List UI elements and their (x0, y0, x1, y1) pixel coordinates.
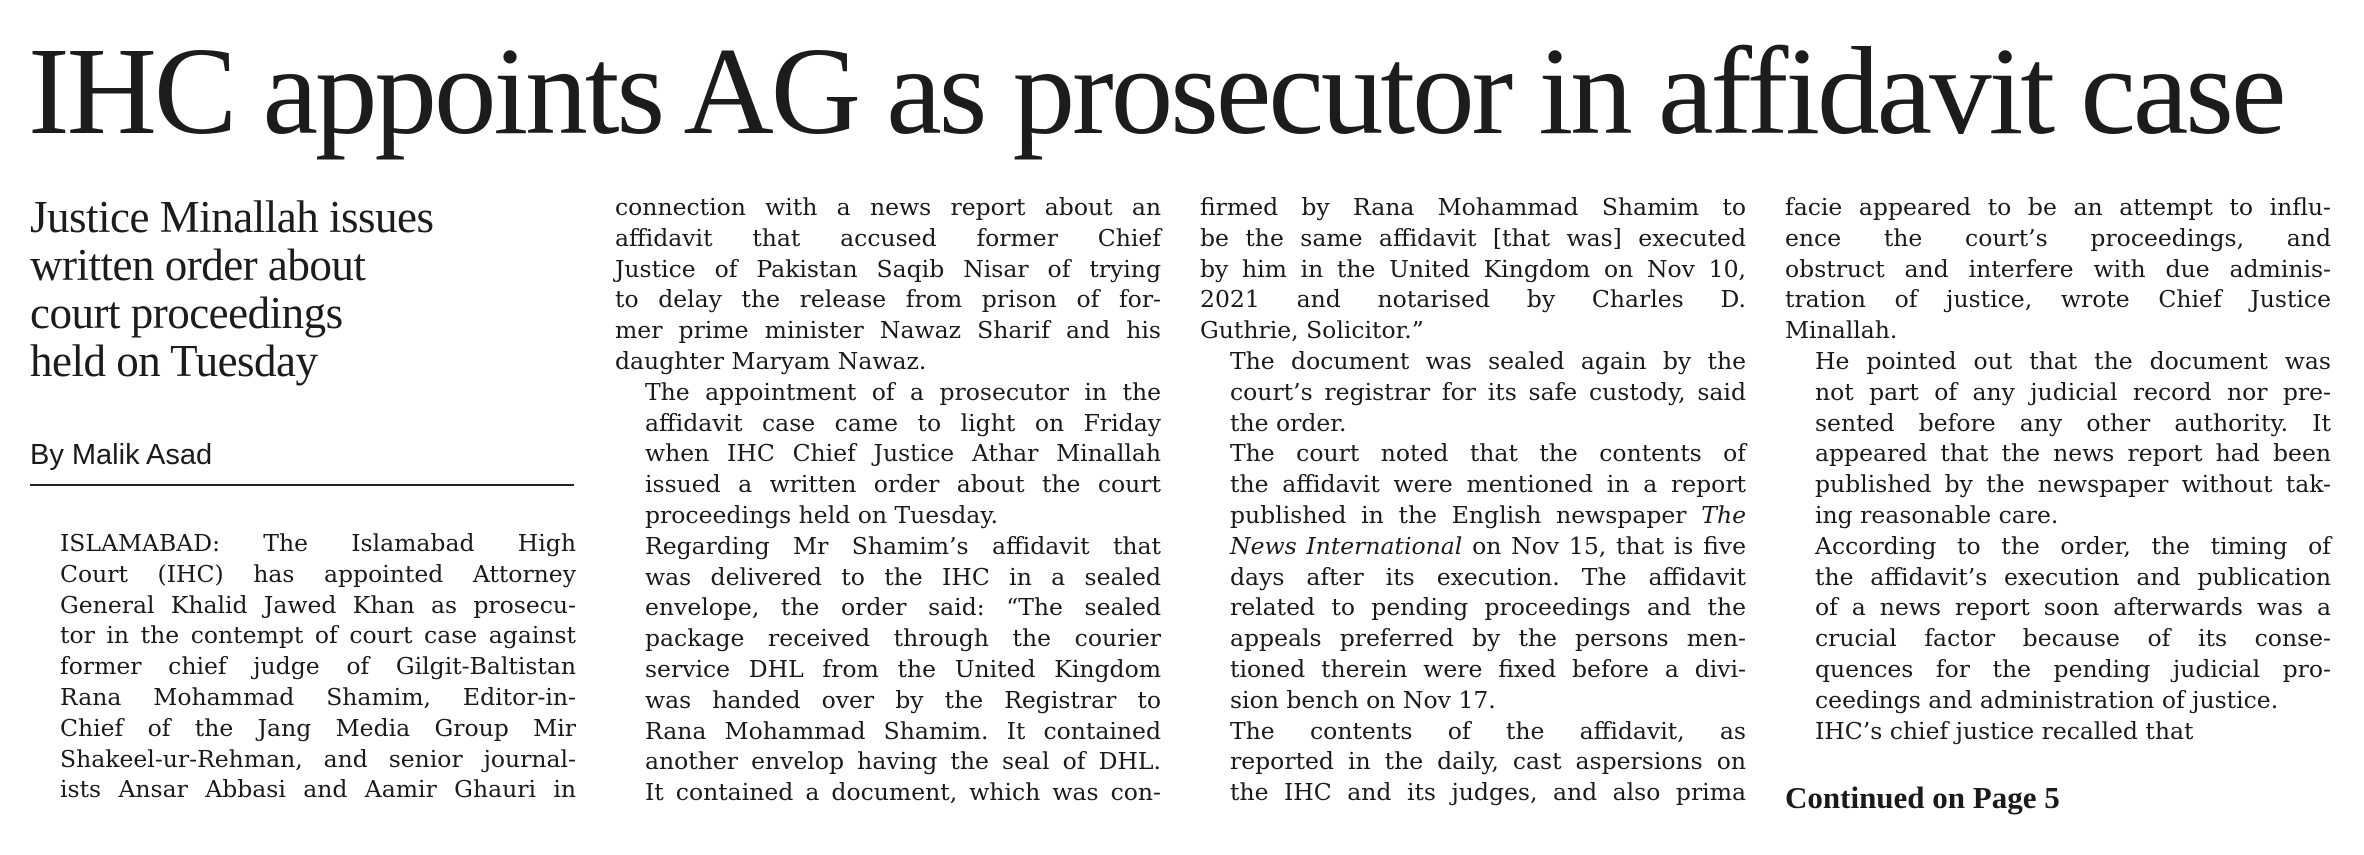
text-line: firmed by Rana Mohammad Shamim to (1200, 193, 1746, 221)
text-line: days after its execution. The affidavit (1230, 562, 1746, 591)
paragraph (615, 377, 1161, 531)
text-line: News International on Nov 15, that is five (1230, 531, 1746, 560)
text-line: crucial factor because of its conse- (1815, 624, 2331, 653)
byline-rule (30, 484, 574, 486)
text-line: service DHL from the United Kingdom (645, 654, 1161, 683)
text-line: affidavit case came to light on Friday (645, 408, 1161, 437)
text-line: According to the order, the timing of (1815, 531, 2331, 560)
byline: By Malik Asad (30, 439, 213, 471)
text-line: Regarding Mr Shamim’s affidavit that (645, 531, 1161, 560)
paragraph (1200, 716, 1746, 808)
column-3 (1200, 192, 1746, 808)
text-line: The appointment of a prosecutor in the (645, 377, 1161, 406)
text-line: Minallah. (1785, 316, 1898, 345)
text-line: Chief of the Jang Media Group Mir (60, 713, 576, 742)
text-line: daughter Maryam Nawaz. (615, 346, 927, 375)
paragraph (615, 192, 1161, 377)
paragraph (30, 528, 576, 805)
text-line: package received through the courier (645, 624, 1161, 653)
text-line: IHC’s chief justice recalled that (1815, 716, 2194, 745)
deck-line: Justice Minallah issues (30, 192, 434, 242)
text-line: not part of any judicial record nor pre- (1815, 377, 2331, 406)
text-line: appeared that the news report had been (1815, 439, 2331, 468)
text-line: was delivered to the IHC in a sealed (645, 562, 1161, 591)
text-line: ists Ansar Abbasi and Aamir Ghauri in (60, 775, 576, 804)
text-line: envelope, the order said: “The sealed (645, 593, 1161, 622)
text-line: sion bench on Nov 17. (1230, 685, 1496, 714)
text-line: It contained a document, which was con- (645, 778, 1161, 807)
text-line: another envelop having the seal of DHL. (645, 747, 1161, 776)
text-line: appeals preferred by the persons men- (1230, 624, 1746, 653)
text-line: the affidavit’s execution and publication (1815, 562, 2331, 591)
text-line: the affidavit were mentioned in a report (1230, 470, 1746, 499)
paragraph (1200, 192, 1746, 346)
text-line: obstruct and interfere with due adminis- (1785, 254, 2331, 283)
continued-notice: Continued on Page 5 (1785, 780, 2060, 815)
text-line: sented before any other authority. It (1815, 408, 2331, 437)
text-line: mer prime minister Nawaz Sharif and his (615, 316, 1161, 345)
text-line: The document was sealed again by the (1230, 346, 1746, 375)
paragraph (1785, 716, 2331, 747)
text-line: tration of justice, wrote Chief Justice (1785, 285, 2331, 314)
paragraph (1200, 346, 1746, 438)
headline: IHC appoints AG as prosecutor in affidavit case (28, 23, 2284, 161)
text-line: General Khalid Jawed Khan as prosecu- (60, 590, 576, 619)
text-line: issued a written order about the court (645, 470, 1161, 499)
text-line: to delay the release from prison of for- (615, 285, 1161, 314)
text-line: Justice of Pakistan Saqib Nisar of trying (615, 254, 1161, 283)
text-line: published in the English newspaper The (1230, 500, 1746, 529)
column-1 (30, 528, 576, 805)
text-line: proceedings held on Tuesday. (645, 500, 998, 529)
text-line: connection with a news report about an (615, 193, 1161, 221)
text-line: Guthrie, Solicitor.” (1200, 316, 1424, 345)
text-line: be the same affidavit [that was] executed (1200, 223, 1746, 252)
text-line: of a news report soon afterwards was a (1815, 593, 2331, 622)
text-line: ceedings and administration of justice. (1815, 685, 2279, 714)
text-line: ence the court’s proceedings, and (1785, 223, 2331, 252)
text-line: Rana Mohammad Shamim. It contained (645, 716, 1161, 745)
text-line: Shakeel-ur-Rehman, and senior journal- (60, 744, 576, 773)
text-line: published by the newspaper without tak- (1815, 470, 2331, 499)
column-4 (1785, 192, 2331, 746)
text-line: ISLAMABAD: The Islamabad High (60, 529, 576, 557)
text-line: when IHC Chief Justice Athar Minallah (645, 439, 1161, 468)
deck-line: court proceedings (30, 288, 343, 338)
text-line: 2021 and notarised by Charles D. (1200, 285, 1746, 314)
text-line: tor in the contempt of court case against (60, 621, 576, 650)
paragraph (1785, 346, 2331, 531)
text-line: related to pending proceedings and the (1230, 593, 1746, 622)
text-line: former chief judge of Gilgit-Baltistan (60, 652, 576, 681)
text-line: Rana Mohammad Shamim, Editor-in- (60, 682, 576, 711)
text-line: tioned therein were fixed before a divi- (1230, 654, 1746, 683)
paragraph (1785, 192, 2331, 346)
text-line: court’s registrar for its safe custody, said (1230, 377, 1746, 406)
text-line: by him in the United Kingdom on Nov 10, (1200, 254, 1746, 283)
text-line: He pointed out that the document was (1815, 346, 2331, 375)
text-line: ing reasonable care. (1815, 500, 2059, 529)
paragraph (1785, 531, 2331, 716)
column-2 (615, 192, 1161, 808)
text-line: the order. (1230, 408, 1347, 437)
text-line: The contents of the affidavit, as (1230, 716, 1746, 745)
paragraph (1200, 438, 1746, 715)
deck (30, 193, 576, 385)
text-line: quences for the pending judicial pro- (1815, 654, 2331, 683)
text-line: the IHC and its judges, and also prima (1230, 778, 1746, 807)
text-line: affidavit that accused former Chief (615, 223, 1161, 252)
text-line: reported in the daily, cast aspersions on (1230, 747, 1746, 776)
text-line: Court (IHC) has appointed Attorney (60, 559, 576, 588)
text-line: facie appeared to be an attempt to influ- (1785, 193, 2331, 221)
text-line: was handed over by the Registrar to (645, 685, 1161, 714)
paragraph (615, 531, 1161, 808)
deck-line: written order about (30, 240, 366, 290)
text-line: The court noted that the contents of (1230, 439, 1746, 468)
deck-line: held on Tuesday (30, 336, 318, 386)
